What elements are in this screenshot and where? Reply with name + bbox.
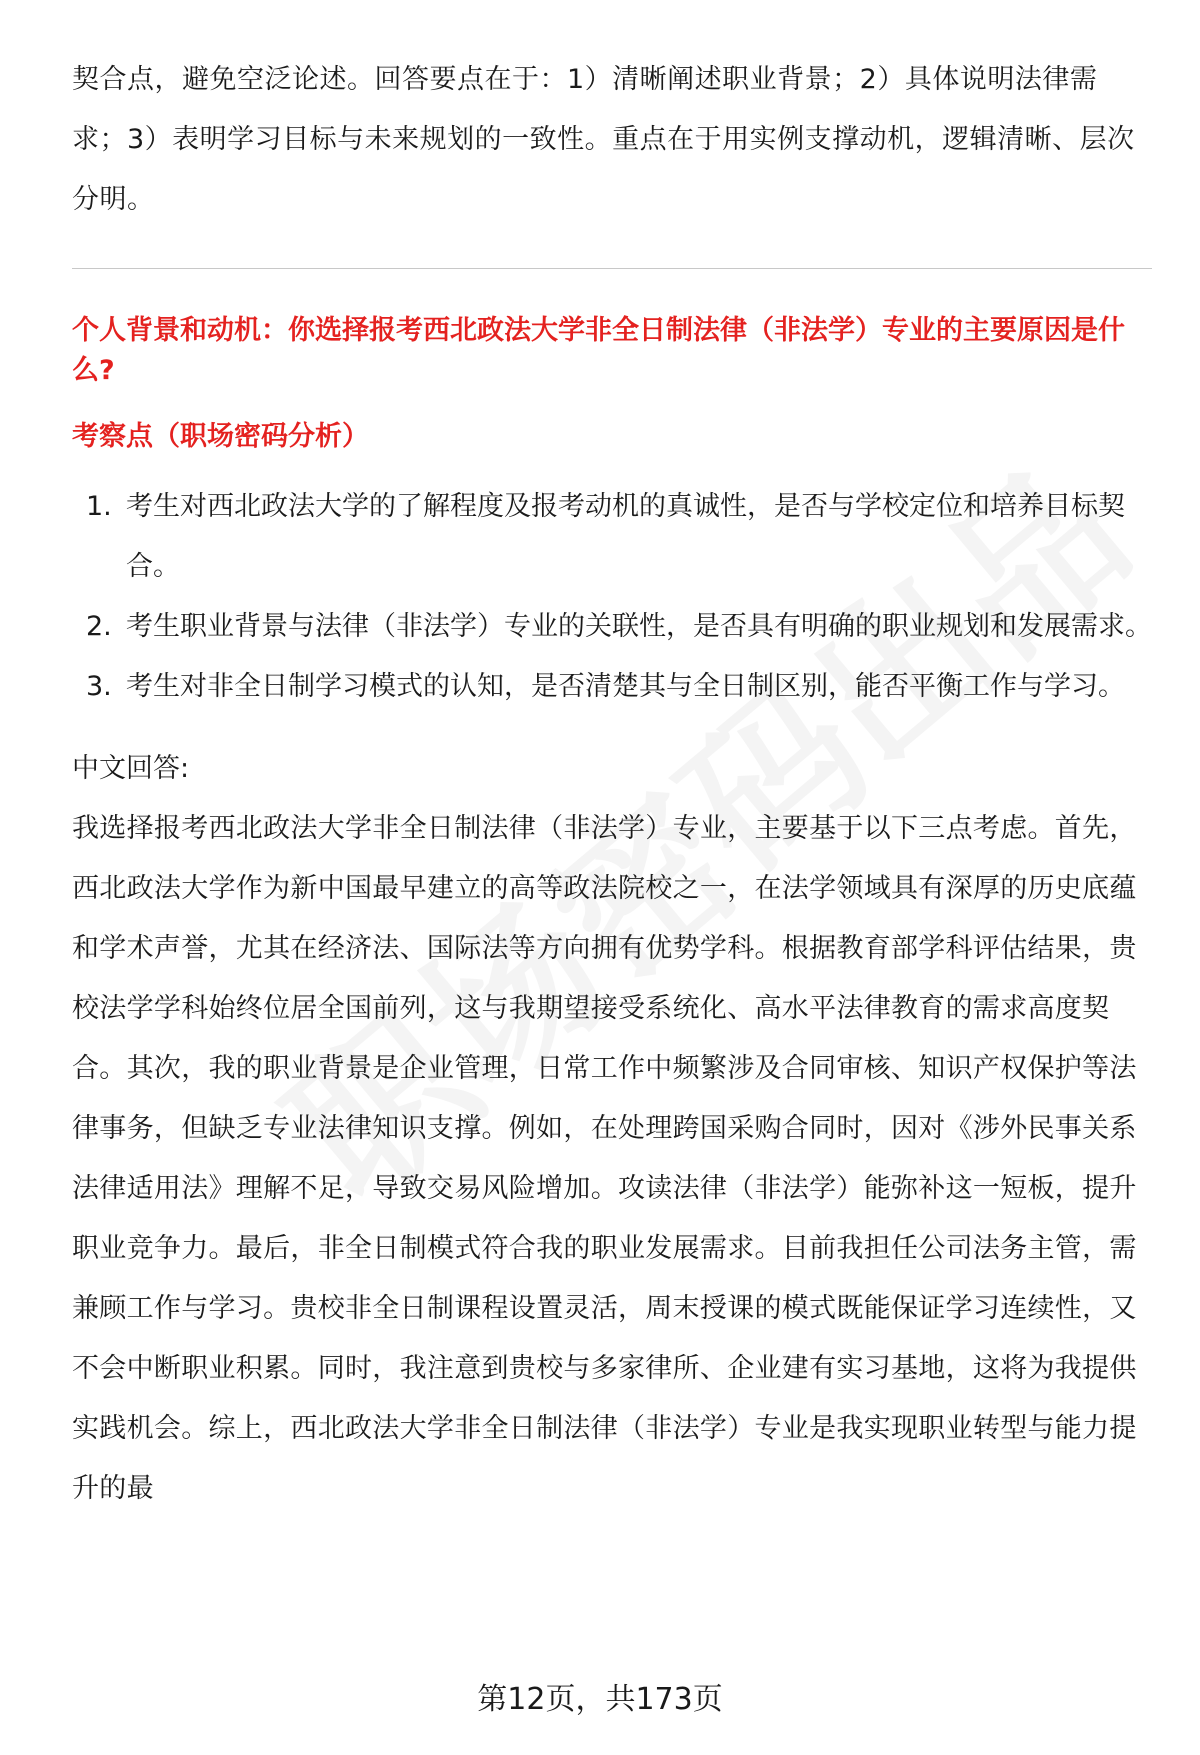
intro-section	[72, 50, 1152, 230]
page-number-footer: 第12页，共173页	[477, 1682, 723, 1717]
question-heading: 个人背景和动机：你选择报考西北政法大学非全日制法律（非法学）专业的主要原因是什么?	[72, 315, 1125, 386]
answer-paragraph: 我选择报考西北政法大学非全日制法律（非法学）专业，主要基于以下三点考虑。首先，西北政法大学作为新中国最早建立的高等政法院校之一，在法学领域具有深厚的历史底蕴和学术声誉，尤其在经济法、国际法等方向拥有优势学科。根据教育部学科评估结果，贵校法学学科始终位居全国前列，这与我期望接受系统化、高水平法律教育的需求高度契合。其次，我的职业背景是企业管理，日常工作中频繁涉及合同审核、知识产权保护等法律事务，但缺乏专业法律知识支撑。例如，在处理跨国采购合同时，因对《涉外民事关系法律适用法》理解不足，导致交易风险增加。攻读法律（非法学）能弥补这一短板，提升职业竞争力。最后，非全日制模式符合我的职业发展需求。目前我担任公司法务主管，需兼顾工作与学习。贵校非全日制课程设置灵活，周末授课的模式既能保证学习连续性，又不会中断职业积累。同时，我注意到贵校与多家律所、企业建有实习基地，这将为我提供实践机会。综上，西北政法大学非全日制法律（非法学）专业是我实现职业转型与能力提升的最	[72, 813, 1137, 1504]
list-item	[72, 657, 1152, 717]
list-item-text: 考生职业背景与法律（非法学）专业的关联性，是否具有明确的职业规划和发展需求。	[126, 611, 1152, 642]
list-item	[72, 597, 1152, 657]
section-divider	[72, 268, 1152, 269]
answer-label: 中文回答:	[72, 753, 190, 784]
list-item	[72, 477, 1152, 597]
list-item-number: 1.	[86, 491, 112, 522]
list-item-number: 2.	[86, 611, 112, 642]
intro-paragraph: 契合点，避免空泛论述。回答要点在于：1）清晰阐述职业背景；2）具体说明法律需求；3）表明学习目标与未来规划的一致性。重点在于用实例支撑动机，逻辑清晰、层次分明。	[72, 64, 1135, 215]
document-page	[72, 50, 1152, 1519]
list-item-text: 考生对非全日制学习模式的认知，是否清楚其与全日制区别，能否平衡工作与学习。	[126, 671, 1125, 702]
assessment-list	[72, 477, 1152, 717]
list-item-number: 3.	[86, 671, 112, 702]
assessment-heading: 考察点（职场密码分析）	[72, 421, 369, 452]
list-item-text: 考生对西北政法大学的了解程度及报考动机的真诚性，是否与学校定位和培养目标契合。	[126, 491, 1125, 582]
